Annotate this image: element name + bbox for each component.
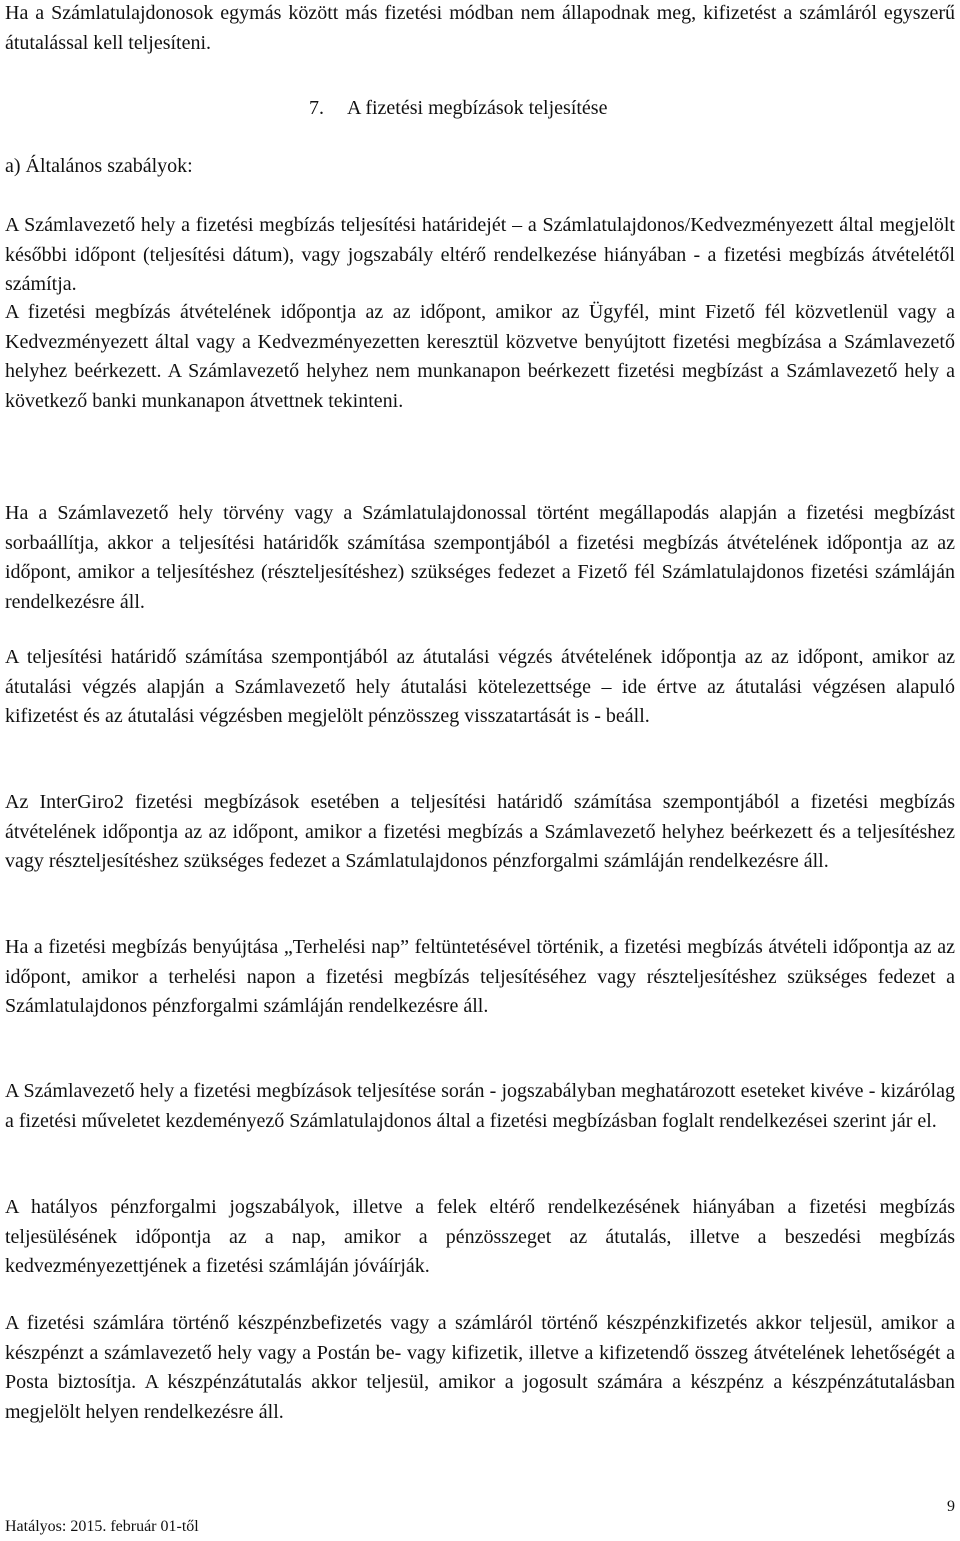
paragraph-receipt-time: A fizetési megbízás átvételének időpontja az az időpont, amikor az Ügyfél, mint Fizető fél közvetlenül vagy a Kedvezményezett által vagy a Kedvezményezetten keresztül közvetve benyújtott fizetési megbízása a Számlavezető helyhez beérkezett. A Számlavezető helyhez nem munkanapon beérkezett fizetési megbízást a Számlavezető hely a következő banki munkanapon átvettnek tekinteni. bbox=[5, 301, 955, 412]
paragraph-intergiro2: Az InterGiro2 fizetési megbízások esetében a teljesítési határidő számítása szempontjából a fizetési megbízás átvételének időpontja az az időpont, amikor a fizetési megbízás a Számlavezető helyhez beérkezett és a teljesítéshez vagy részteljesítéshez szükséges fedezet a Számlatulajdonos pénzforgalmi számláján rendelkezésre áll. bbox=[5, 791, 955, 872]
paragraph-completion-time: A hatályos pénzforgalmi jogszabályok, illetve a felek eltérő rendelkezésének hiányában a fizetési megbízás teljesülésének időpontja az a nap, amikor a pénzösszeget az átutalás, illetve a beszedési megbízás kedvezményezettjének a fizetési számláján jóváírják. bbox=[5, 1196, 955, 1277]
paragraph-queueing: Ha a Számlavezető hely törvény vagy a Számlatulajdonossal történt megállapodás alapján a fizetési megbízást sorbaállítja, akkor a teljesítési határidők számítása szempontjából a fizetési megbízás átvételének időpontja az az időpont, amikor a teljesítéshez (részteljesítéshez) szükséges fedezet a Fizető fél Számlatulajdonos fizetési számláján rendelkezésre áll. bbox=[5, 502, 955, 613]
intro-paragraph: Ha a Számlatulajdonosok egymás között más fizetési módban nem állapodnak meg, kifizetést a számláról egyszerű átutalással kell teljesíteni. bbox=[5, 2, 955, 54]
subsection-heading: a) Általános szabályok: bbox=[5, 155, 193, 177]
section-title: A fizetési megbízások teljesítése bbox=[347, 97, 608, 119]
paragraph-cash-operations: A fizetési számlára történő készpénzbefizetés vagy a számláról történő készpénzkifizetés akkor teljesül, amikor a készpénzt a számlavezető hely vagy a Postán be- vagy kifizetik, illetve a kifizetendő összeg átvételének lehetőségét a Posta biztosítja. A készpénzátutalás akkor teljesül, amikor a jogosult számára a készpénz a készpénzátutalásban megjelölt helyen rendelkezésre áll. bbox=[5, 1312, 955, 1423]
paragraph-transfer-order: A teljesítési határidő számítása szempontjából az átutalási végzés átvételének időpontja az az időpont, amikor az átutalási végzés alapján a Számlavezető hely átutalási kötelezettsége – ide értve az átutalási végzésen alapuló kifizetést és az átutalási végzésben megjelölt pénzösszeg visszatartását is - beáll. bbox=[5, 646, 955, 727]
paragraph-debit-day: Ha a fizetési megbízás benyújtása „Terhelési nap” feltüntetésével történik, a fizetési megbízás átvételi időpontja az az időpont, amikor a terhelési napon a fizetési megbízás teljesítéséhez vagy részteljesítéshez szükséges fedezet a Számlatulajdonos pénzforgalmi számláján rendelkezésre áll. bbox=[5, 936, 955, 1017]
page-number: 9 bbox=[947, 1498, 955, 1515]
section-heading bbox=[309, 94, 607, 123]
paragraph-deadline: A Számlavezető hely a fizetési megbízás teljesítési határidejét – a Számlatulajdonos/Kedvezményezett által megjelölt későbbi időpont (teljesítési dátum), vagy jogszabály eltérő rendelkezése hiányában - a fizetési megbízás átvételétől számítja. bbox=[5, 214, 955, 295]
paragraph-execution-rules: A Számlavezető hely a fizetési megbízások teljesítése során - jogszabályban meghatározott eseteket kivéve - kizárólag a fizetési műveletet kezdeményező Számlatulajdonos által a fizetési megbízásban foglalt rendelkezései szerint jár el. bbox=[5, 1080, 955, 1132]
footer-effective-date: Hatályos: 2015. február 01-től bbox=[5, 1518, 199, 1535]
section-number: 7. bbox=[309, 97, 324, 119]
